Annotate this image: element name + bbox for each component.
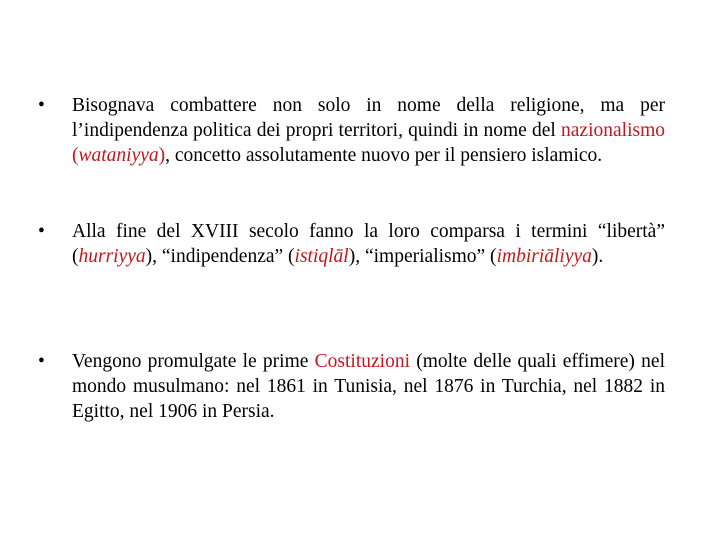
highlight-term: nazionalismo: [561, 120, 665, 141]
bullet-item-termini: [38, 219, 665, 269]
highlight-term-italic: wataniyya: [78, 145, 159, 166]
highlight-term: Costituzioni: [314, 351, 410, 372]
bullet-item-costituzioni: [38, 349, 665, 424]
bullet-text: [72, 349, 665, 424]
text-run: ), “indipendenza” (: [145, 246, 295, 267]
highlight-paren: (: [72, 145, 79, 166]
text-run: ), “imperialismo” (: [348, 246, 497, 267]
highlight-term-italic: imbiriāliyya: [496, 246, 592, 267]
text-run: Alla fine del XVIII secolo fanno la loro comparsa i termini “libertà” (: [72, 221, 665, 267]
text-run: Vengono promulgate le prime: [72, 351, 315, 372]
highlight-term-italic: istiqlāl: [294, 246, 349, 267]
bullet-text: [72, 93, 665, 168]
bullet-dot-icon: •: [38, 95, 45, 116]
bullet-dot-icon: •: [38, 351, 45, 372]
bullet-text: [72, 219, 665, 269]
text-run: (molte delle quali effimere) nel mondo musulmano: nel 1861 in Tunisia, nel 1876 in Turchia, nel 1882 in Egitto, nel 1906 in Persia.: [72, 351, 665, 422]
bullet-item-nazionalismo: [38, 93, 665, 168]
highlight-term-italic: hurriyya: [78, 246, 146, 267]
bullet-dot-icon: •: [38, 221, 45, 242]
text-run: , concetto assolutamente nuovo per il pensiero islamico.: [165, 145, 603, 166]
text-run: ).: [591, 246, 604, 267]
text-run: Bisognava combattere non solo in nome della religione, ma per l’indipendenza politica dei propri territori, quindi in nome del: [72, 95, 665, 141]
highlight-paren: ): [158, 145, 166, 166]
